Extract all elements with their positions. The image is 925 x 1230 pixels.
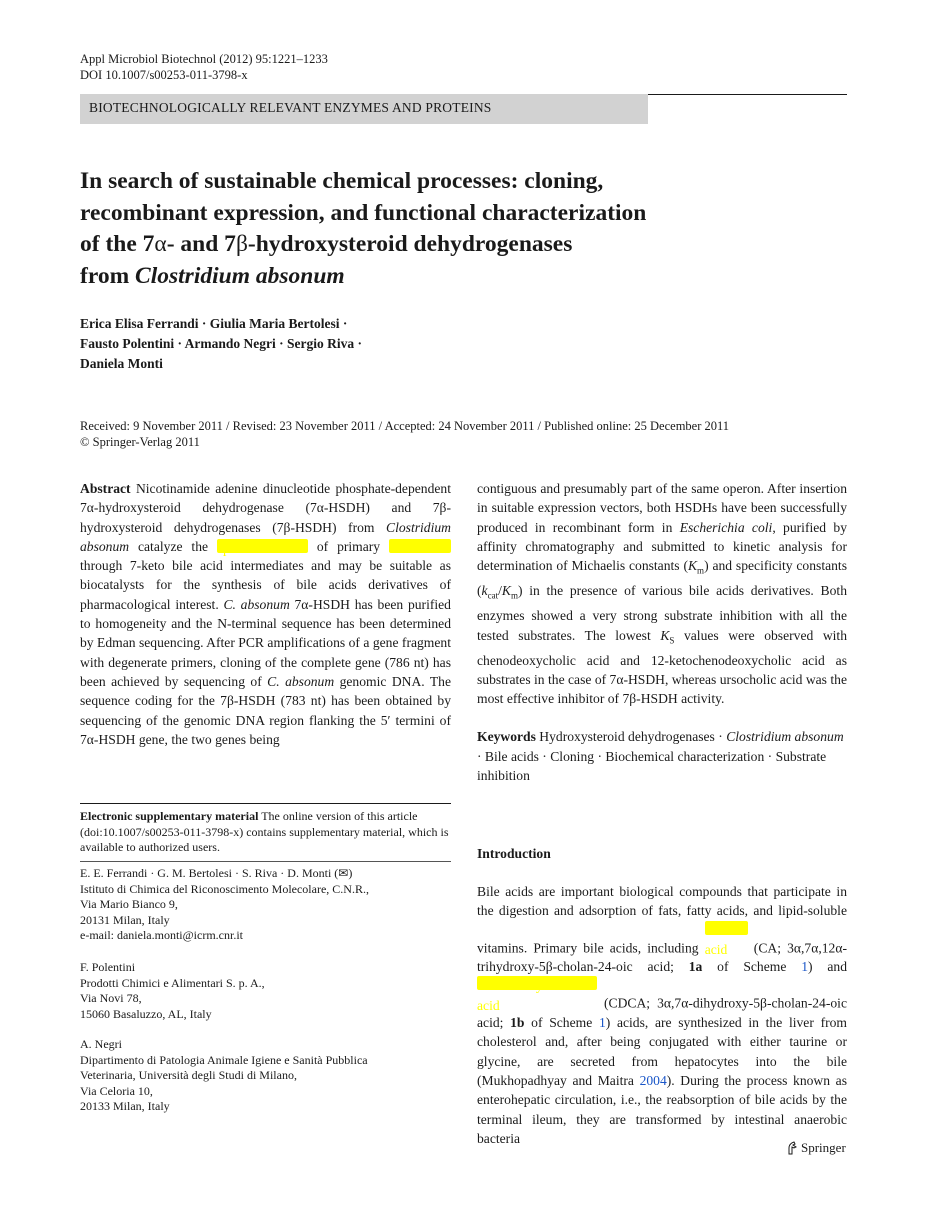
supplementary-note: Electronic supplementary material The online version of this article (doi:10.1007/s00253-011-3798-x) contains supplementary material, which is available to authorized users.	[80, 809, 449, 854]
doi: DOI 10.1007/s00253-011-3798-x	[80, 68, 248, 82]
received-dates: Received: 9 November 2011 / Revised: 23 November 2011 / Accepted: 24 November 2011 / Published online: 25 December 2011	[80, 419, 730, 433]
author-line: Erica Elisa Ferrandi · Giulia Maria Bertolesi ·	[80, 316, 348, 331]
highlighted-term: cholic acid	[705, 921, 748, 935]
affiliation-block: F. Polentini Prodotti Chimici e Alimentari S. p. A., Via Novi 78, 15060 Basaluzzo, AL, Italy	[80, 960, 265, 1021]
keywords: Keywords Hydroxysteroid dehydrogenases · Clostridium absonum · Bile acids · Cloning · Biochemical characterization · Substrate inhibition	[477, 729, 844, 784]
supplementary-label: Electronic supplementary material	[80, 809, 259, 823]
journal-reference: Appl Microbiol Biotechnol (2012) 95:1221–1233	[80, 52, 328, 66]
springer-horse-icon	[786, 1141, 798, 1155]
scheme-link[interactable]: 1	[598, 1015, 606, 1031]
title-line: In search of sustainable chemical processes: cloning,	[80, 168, 604, 194]
article-title	[80, 166, 800, 292]
email-link[interactable]: e-mail: daniela.monti@icrm.cnr.it	[80, 928, 244, 942]
abstract-continuation: contiguous and presumably part of the same operon. After insertion in suitable expression vectors, both HSDHs have been successfully produced in recombinant form in Escherichia coli, purified by affinity chromatography and submitted to kinetic analysis for determination of Michaelis constants $(K_m)$ and specificity constants $(k_{cat}/K_m)$ in the presence of various bile acids derivatives. Both enzymes showed a very strong substrate inhibition with all the tested substrates. The lowest $K_S$ values were observed with chenodeoxycholic acid and 12-ketochenodeoxycholic acid as substrates in the case of 7α-HSDH, whereas ursocholic acid was the most effective inhibitor of 7β-HSDH activity.	[477, 481, 847, 707]
citation-link[interactable]: 2004	[639, 1072, 667, 1088]
abstract-right-column	[477, 479, 847, 785]
abstract-left-column	[80, 479, 451, 749]
author-line: Fausto Polentini · Armando Negri · Sergio Riva ·	[80, 336, 362, 351]
scheme-link[interactable]: 1	[801, 959, 808, 975]
introduction-text: Bile acids are important biological compounds that participate in the digestion and adsorption of fats, fatty acids, and lipid-soluble vitamins. Primary bile acids, including cholic acid (CA; 3α,7α,12α-trihydroxy-5β-cholan-24-oic acid; 1a of Scheme 1) and chenodeoxycholic acid (CDCA; 3α,7α-dihydroxy-5β-cholan-24-oic acid; 1b of Scheme 1) acids, are synthesized in the liver from cholesterol and, after being conjugated with either taurine or glycine, are secreted from hepatocytes into the bile (Mukhopadhyay and Maitra 2004). During the process known as enterohepatic circulation, i.e., the reabsorption of bile acids by the terminal ileum, they are transformed by intestinal anaerobic bacteria	[477, 884, 847, 1146]
highlighted-term: chenodeoxycholic acid	[477, 976, 597, 990]
highlighted-term: bile acids	[389, 539, 451, 553]
publisher-name: Springer	[801, 1140, 846, 1155]
title-line: from Clostridium absonum	[80, 262, 345, 289]
section-label-bar	[80, 94, 648, 124]
title-line: of the 7α- and 7β-hydroxysteroid dehydrogenases	[80, 231, 573, 257]
title-line: recombinant expression, and functional characterization	[80, 199, 647, 226]
abstract-label: Abstract	[80, 481, 131, 496]
highlighted-term: epimerization	[217, 539, 308, 553]
author-line: Daniela Monti	[80, 356, 163, 371]
author-list	[80, 314, 480, 374]
journal-citation	[80, 51, 328, 83]
abstract-text: Abstract Nicotinamide adenine dinucleotide phosphate-dependent 7α-hydroxysteroid dehydrogenase (7α-HSDH) and 7β-hydroxysteroid dehydrogenases (7β-HSDH) from Clostridium absonum catalyze the epimerization of primary bile acids through 7-keto bile acid intermediates and may be suitable as biocatalysts for the synthesis of bile acids derivatives of pharmacological interest. C. absonum 7α-HSDH has been purified to homogeneity and the N-terminal sequence has been determined by Edman sequencing. After PCR amplifications of a gene fragment with degenerate primers, cloning of the complete gene (786 nt) has been achieved by sequencing of C. absonum genomic DNA. The sequence coding for the 7β-HSDH (783 nt) has been obtained by sequencing of the genomic DNA region flanking the 5′ termini of 7α-HSDH gene, the two genes being	[80, 481, 451, 747]
affiliation-block: A. Negri Dipartimento di Patologia Animale Igiene e Sanità Pubblica Veterinaria, Università degli Studi di Milano, Via Celoria 10, 20133 Milan, Italy	[80, 1037, 368, 1113]
publisher-footer	[786, 1140, 846, 1156]
publication-history	[80, 418, 860, 450]
copyright: © Springer-Verlag 2011	[80, 435, 200, 449]
section-label: BIOTECHNOLOGICALLY RELEVANT ENZYMES AND PROTEINS	[89, 100, 492, 115]
keywords-label: Keywords	[477, 729, 536, 745]
affiliation-block: E. E. Ferrandi · G. M. Bertolesi · S. Riva · D. Monti (✉) Istituto di Chimica del Riconoscimento Molecolare, C.N.R., Via Mario Bianco 9, 20131 Milan, Italy e-mail: daniela.monti@icrm.cnr.it	[80, 866, 451, 944]
introduction-heading: Introduction	[477, 846, 551, 861]
footnote-rule	[80, 803, 451, 804]
affiliation-rule	[80, 861, 451, 862]
